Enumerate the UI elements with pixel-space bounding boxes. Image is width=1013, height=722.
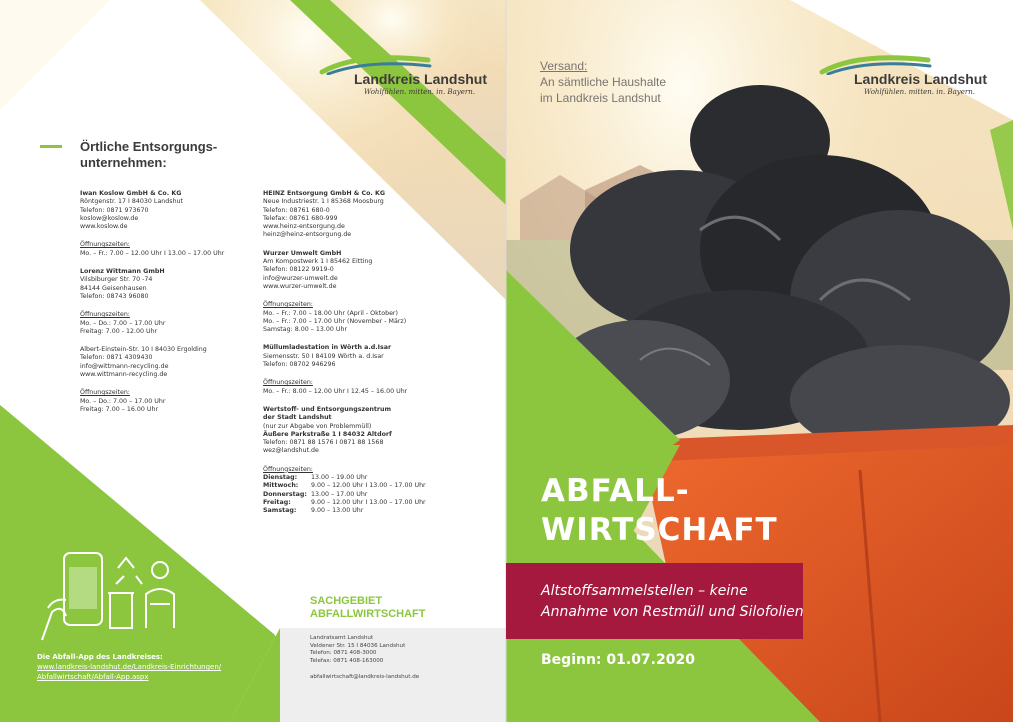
hours-label: Öffnungszeiten: — [263, 465, 313, 473]
company-name: Iwan Koslow GmbH & Co. KG — [80, 190, 182, 197]
company-line: koslow@koslow.de — [80, 214, 139, 222]
smartphone-icon — [42, 553, 102, 640]
subtitle-band — [506, 563, 803, 639]
hours-line: Mo. – Fr.: 7.00 – 17.00 Uhr (November - März) — [263, 317, 407, 325]
app-link[interactable]: www.landkreis-landshut.de/Landkreis-Einrichtungen/ — [37, 663, 222, 671]
company-line: Telefon: 0871 4309430 — [80, 354, 153, 362]
address-line: Veldener Str. 15 I 84036 Landshut — [310, 642, 406, 649]
company-line: www.heinz-entsorgung.de — [263, 223, 345, 231]
hours-day: Donnerstag: — [263, 490, 307, 498]
hours-line: Mo. – Do.: 7.00 – 17.00 Uhr — [80, 397, 166, 405]
logo-title: Landkreis Landshut — [854, 71, 988, 87]
company-line: Röntgenstr. 17 I 84030 Landshut — [80, 198, 184, 206]
logo-tagline: Wohlfühlen. mitten. in. Bayern. — [864, 88, 975, 96]
company-name: Wurzer Umwelt GmbH — [263, 249, 342, 257]
sachgebiet-line-1: SACHGEBIET — [310, 595, 383, 607]
hours-time: 13.00 – 17.00 Uhr — [311, 490, 368, 498]
companies-column-2 — [263, 190, 426, 516]
recycling-icon — [116, 558, 142, 584]
company-line: Telefon: 0871 973670 — [80, 206, 149, 214]
app-link[interactable]: Abfallwirtschaft/Abfall-App.aspx — [37, 673, 149, 681]
company-line: Telefon: 08702 946296 — [263, 361, 336, 369]
subtitle-line-1: Altstoffsammelstellen – keine — [541, 583, 748, 599]
heading-line-2: unternehmen: — [80, 155, 167, 170]
company-line: wez@landshut.de — [263, 447, 319, 455]
company-line: (nur zur Abgabe von Problemmüll) — [263, 422, 372, 430]
table-row — [263, 491, 426, 499]
company-line: Telefon: 08761 680-0 — [263, 206, 330, 214]
table-row — [263, 482, 426, 490]
hours-label: Öffnungszeiten: — [263, 301, 313, 309]
logo-title: Landkreis Landshut — [354, 71, 488, 87]
company-line: 84144 Geisenhausen — [80, 284, 147, 292]
hours-line: Freitag: 7.00 – 16.00 Uhr — [80, 405, 159, 413]
company-line: info@wurzer-umwelt.de — [263, 274, 338, 282]
sachgebiet-line-2: ABFALLWIRTSCHAFT — [310, 608, 426, 620]
hours-day: Dienstag: — [263, 474, 298, 482]
company-line: Vilsbiburger Str. 70 -74 — [80, 276, 153, 284]
table-row — [263, 507, 426, 515]
hours-line: Mo. – Fr.: 8.00 – 12.00 Uhr I 12.45 – 16.00 Uhr — [263, 387, 408, 395]
hours-time: 9.00 – 12.00 Uhr I 13.00 – 17.00 Uhr — [311, 498, 426, 506]
versand-label: Versand: — [540, 59, 588, 73]
hours-label: Öffnungszeiten: — [263, 379, 313, 387]
table-row — [263, 499, 426, 507]
table-row — [263, 474, 426, 482]
company-line: der Stadt Landshut — [263, 414, 332, 422]
company-line: Äußere Parkstraße 1 I 84032 Altdorf — [263, 430, 392, 438]
hours-line: Mo. – Fr.: 7.00 – 12.00 Uhr I 13.00 – 17.00 Uhr — [80, 249, 225, 257]
hours-line: Mo. – Do.: 7.00 – 17.00 Uhr — [80, 319, 166, 327]
company-line: heinz@heinz-entsorgung.de — [263, 231, 352, 239]
hours-time: 9.00 – 13.00 Uhr — [311, 507, 364, 515]
title-line-1: ABFALL- — [541, 473, 690, 509]
company-name: Lorenz Wittmann GmbH — [80, 268, 165, 276]
address-line: Telefax: 0871 408-163000 — [310, 657, 384, 664]
company-line: Neue Industriestr. 1 I 85368 Moosburg — [263, 198, 384, 206]
abfall-app-icons — [38, 548, 188, 643]
logo-right — [818, 50, 988, 100]
versand-line: An sämtliche Haushalte — [540, 75, 667, 89]
companies-column-1 — [80, 190, 224, 414]
company-line: Siemensstr. 50 I 84109 Wörth a. d.Isar — [263, 352, 384, 360]
heading-line-1: Örtliche Entsorgungs- — [80, 139, 218, 154]
app-text: Die Abfall-App des Landkreises: — [37, 653, 163, 661]
app-info — [37, 652, 221, 682]
disposal-heading — [80, 139, 217, 171]
hours-day: Samstag: — [263, 507, 297, 515]
wez-hours-table — [263, 474, 426, 515]
company-name: Wertstoff- und Entsorgungszentrum — [263, 405, 392, 413]
hours-time: 9.00 – 12.00 Uhr I 13.00 – 17.00 Uhr — [311, 482, 426, 490]
company-line: www.koslow.de — [80, 223, 128, 231]
email-link[interactable]: abfallwirtschaft@landkreis-landshut.de — [310, 674, 420, 680]
logo-tagline: Wohlfühlen. mitten. in. Bayern. — [364, 88, 475, 96]
company-line: Telefon: 0871 88 1576 I 0871 88 1568 — [263, 439, 384, 447]
waste-worker-icon — [146, 562, 174, 628]
hours-day: Freitag: — [263, 498, 291, 506]
versand-line: im Landkreis Landshut — [540, 91, 661, 105]
company-line: Am Kompostwerk 1 I 85462 Eitting — [263, 258, 373, 266]
hours-line: Mo. – Fr.: 7.00 – 18.00 Uhr (April - Oktober) — [263, 309, 398, 317]
company-line: Albert-Einstein-Str. 10 I 84030 Ergolding — [80, 346, 207, 354]
title-line-2: WIRTSCHAFT — [541, 512, 778, 548]
hours-label: Öffnungszeiten: — [80, 389, 130, 397]
company-name: HEINZ Entsorgung GmbH & Co. KG — [263, 190, 386, 197]
hours-line: Samstag: 8.00 – 13.00 Uhr — [263, 326, 348, 334]
hours-line: Freitag: 7.00 - 12.00 Uhr — [80, 327, 158, 335]
subtitle-line-2: Annahme von Restmüll und Silofolien — [541, 604, 804, 620]
address-block — [310, 635, 419, 682]
hours-day: Mittwoch: — [263, 482, 299, 490]
company-line: www.wittmann-recycling.de — [80, 371, 168, 379]
logo-left — [318, 50, 488, 100]
company-line: info@wittmann-recycling.de — [80, 362, 169, 370]
hours-time: 13.00 – 19.00 Uhr — [311, 474, 368, 482]
waste-bin-icon — [108, 593, 134, 628]
cover-title — [541, 472, 778, 550]
start-date: Beginn: 01.07.2020 — [541, 652, 695, 668]
address-line: Landratsamt Landshut — [310, 635, 374, 641]
company-line: Telefon: 08122 9919-0 — [263, 266, 334, 274]
company-name: Müllumladestation in Wörth a.d.Isar — [263, 344, 392, 352]
hours-label: Öffnungszeiten: — [80, 241, 130, 249]
heading-accent — [40, 145, 62, 148]
company-line: Telefon: 08743 96080 — [80, 292, 149, 300]
versand-block — [540, 58, 666, 106]
sachgebiet-heading — [310, 595, 425, 621]
company-line: Telefax: 08761 680-999 — [263, 214, 338, 222]
company-line: www.wurzer-umwelt.de — [263, 282, 337, 290]
hours-label: Öffnungszeiten: — [80, 311, 130, 319]
address-line: Telefon: 0871 408-3000 — [310, 650, 377, 656]
